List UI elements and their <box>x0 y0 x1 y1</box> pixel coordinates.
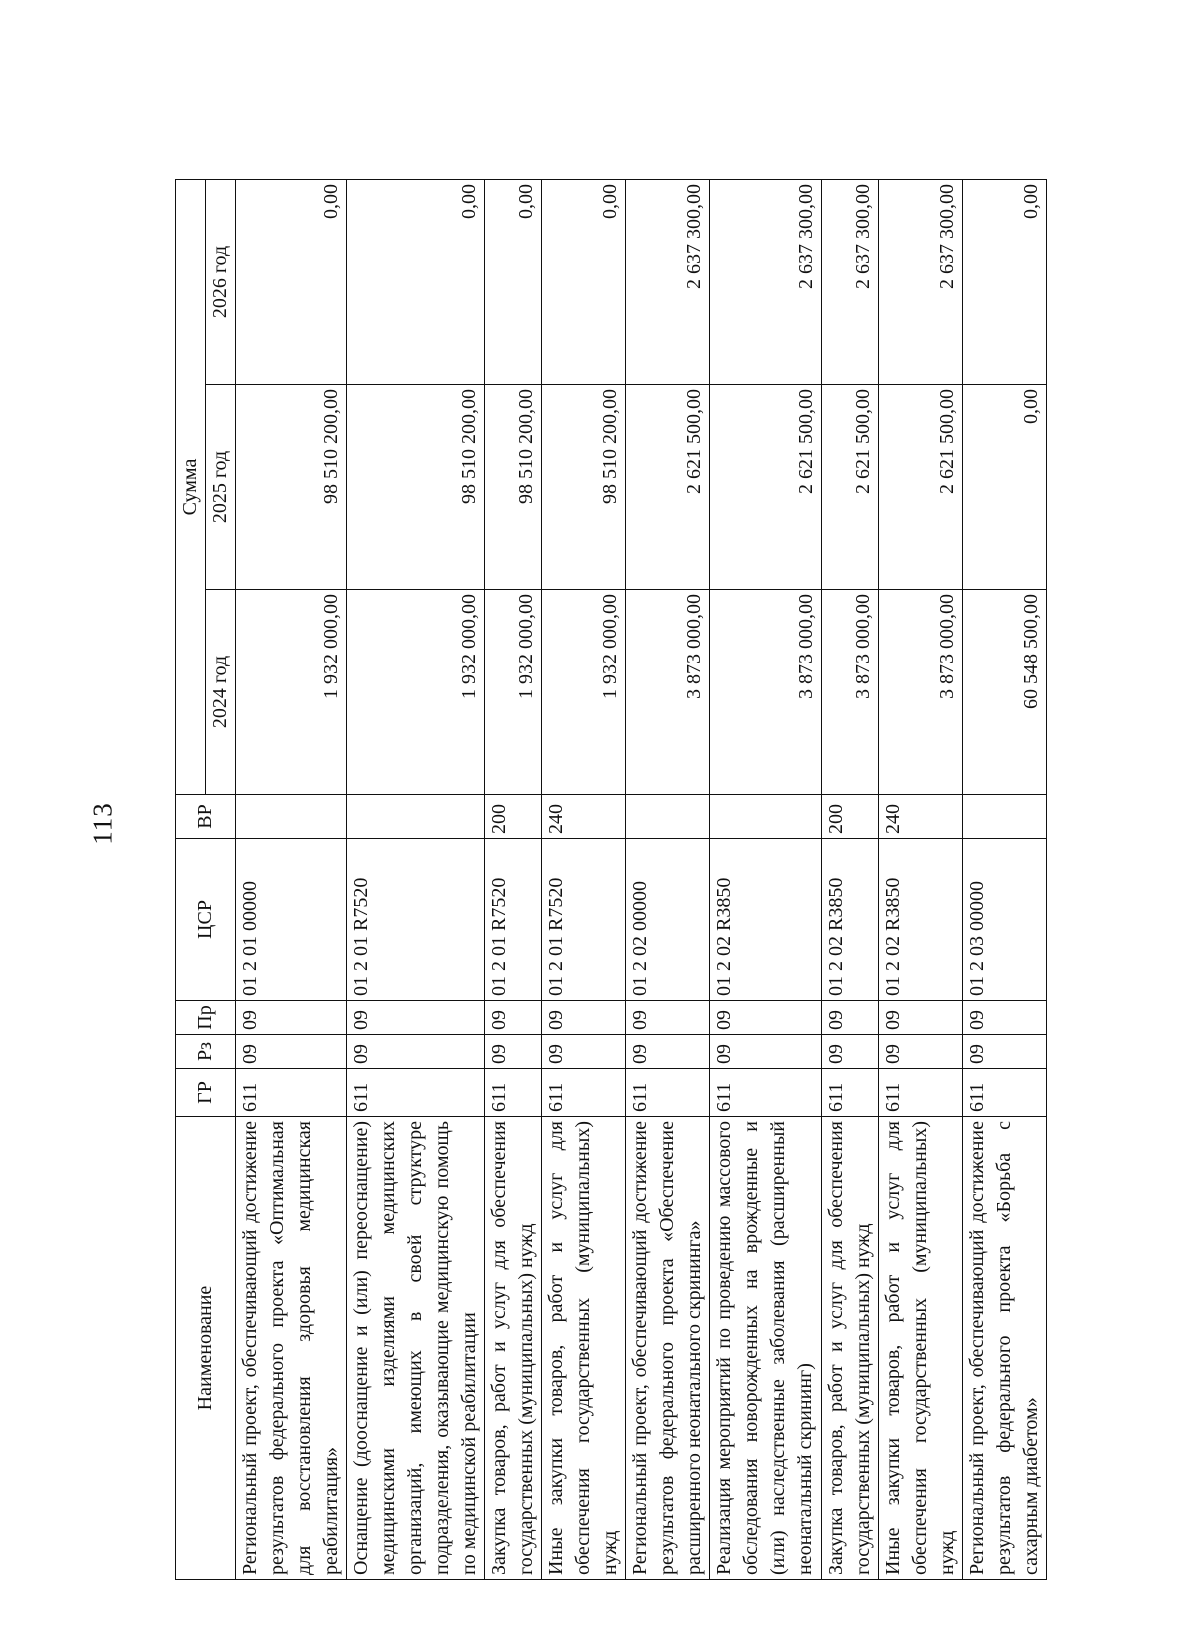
row-amount-2026: 0,00 <box>485 179 542 384</box>
row-gr: 611 <box>236 1069 347 1117</box>
rotated-table-wrapper <box>175 180 1042 1580</box>
row-name: Региональный проект, обеспечивающий достижение результатов федерального проекта «Оптимальная для восстановления здоровья медицинская реабилитация» <box>236 1117 347 1580</box>
header-csr: ЦСР <box>176 839 236 1001</box>
row-pr: 09 <box>485 1001 542 1035</box>
row-csr: 01 2 01 R7520 <box>485 839 542 1001</box>
row-vr: 240 <box>542 795 626 839</box>
row-vr <box>963 795 1047 839</box>
row-vr: 200 <box>822 795 879 839</box>
row-vr <box>626 795 710 839</box>
row-gr: 611 <box>963 1069 1047 1117</box>
row-pr: 09 <box>626 1001 710 1035</box>
table-row <box>485 179 542 1579</box>
row-pr: 09 <box>236 1001 347 1035</box>
row-amount-2024: 1 932 000,00 <box>485 590 542 795</box>
row-gr: 611 <box>485 1069 542 1117</box>
row-amount-2026: 0,00 <box>236 179 347 384</box>
row-pr: 09 <box>347 1001 485 1035</box>
row-amount-2024: 3 873 000,00 <box>822 590 879 795</box>
row-amount-2025: 2 621 500,00 <box>626 385 710 590</box>
row-amount-2024: 3 873 000,00 <box>879 590 963 795</box>
row-amount-2026: 0,00 <box>542 179 626 384</box>
row-rz: 09 <box>347 1035 485 1069</box>
row-rz: 09 <box>485 1035 542 1069</box>
row-rz: 09 <box>963 1035 1047 1069</box>
row-amount-2025: 2 621 500,00 <box>822 385 879 590</box>
row-amount-2026: 2 637 300,00 <box>879 179 963 384</box>
header-rz: Рз <box>176 1035 236 1069</box>
row-amount-2026: 0,00 <box>347 179 485 384</box>
table-row <box>347 179 485 1579</box>
row-pr: 09 <box>710 1001 822 1035</box>
header-2024: 2024 год <box>206 590 236 795</box>
row-csr: 01 2 01 00000 <box>236 839 347 1001</box>
row-amount-2024: 1 932 000,00 <box>542 590 626 795</box>
row-name: Закупка товаров, работ и услуг для обеспечения государственных (муниципальных) нужд <box>485 1117 542 1580</box>
row-amount-2026: 0,00 <box>963 179 1047 384</box>
row-vr <box>236 795 347 839</box>
row-amount-2026: 2 637 300,00 <box>710 179 822 384</box>
header-2026: 2026 год <box>206 179 236 384</box>
table-body <box>236 179 1047 1579</box>
header-2025: 2025 год <box>206 385 236 590</box>
row-csr: 01 2 02 R3850 <box>879 839 963 1001</box>
row-vr <box>347 795 485 839</box>
row-amount-2024: 60 548 500,00 <box>963 590 1047 795</box>
table-row <box>822 179 879 1579</box>
row-amount-2024: 1 932 000,00 <box>347 590 485 795</box>
row-csr: 01 2 02 R3850 <box>822 839 879 1001</box>
row-csr: 01 2 02 R3850 <box>710 839 822 1001</box>
row-rz: 09 <box>542 1035 626 1069</box>
row-gr: 611 <box>542 1069 626 1117</box>
row-csr: 01 2 02 00000 <box>626 839 710 1001</box>
header-sum: Сумма <box>176 179 206 794</box>
header-gr: ГР <box>176 1069 236 1117</box>
row-name: Иные закупки товаров, работ и услуг для обеспечения государственных (муниципальных) нужд <box>542 1117 626 1580</box>
row-gr: 611 <box>347 1069 485 1117</box>
table-row <box>879 179 963 1579</box>
row-rz: 09 <box>710 1035 822 1069</box>
row-amount-2025: 98 510 200,00 <box>236 385 347 590</box>
row-gr: 611 <box>626 1069 710 1117</box>
row-amount-2025: 98 510 200,00 <box>485 385 542 590</box>
row-csr: 01 2 01 R7520 <box>542 839 626 1001</box>
row-amount-2026: 2 637 300,00 <box>626 179 710 384</box>
row-amount-2024: 1 932 000,00 <box>236 590 347 795</box>
table-row <box>963 179 1047 1579</box>
header-pr: Пр <box>176 1001 236 1035</box>
table-row <box>542 179 626 1579</box>
row-rz: 09 <box>822 1035 879 1069</box>
row-rz: 09 <box>236 1035 347 1069</box>
row-rz: 09 <box>626 1035 710 1069</box>
row-amount-2025: 98 510 200,00 <box>347 385 485 590</box>
row-amount-2024: 3 873 000,00 <box>710 590 822 795</box>
row-name: Региональный проект, обеспечивающий достижение результатов федерального проекта «Обеспечение расширенного неонатального скрининга» <box>626 1117 710 1580</box>
row-gr: 611 <box>879 1069 963 1117</box>
row-name: Оснащение (дооснащение и (или) переоснащение) медицинскими изделиями медицинских организаций, имеющих в своей структуре подразделения, оказывающие медицинскую помощь по медицинской реабилитации <box>347 1117 485 1580</box>
row-csr: 01 2 03 00000 <box>963 839 1047 1001</box>
row-pr: 09 <box>963 1001 1047 1035</box>
row-pr: 09 <box>879 1001 963 1035</box>
row-name: Иные закупки товаров, работ и услуг для обеспечения государственных (муниципальных) нужд <box>879 1117 963 1580</box>
table-row <box>626 179 710 1579</box>
row-pr: 09 <box>542 1001 626 1035</box>
row-name: Реализация мероприятий по проведению массового обследования новорожденных на врожденные и (или) наследственные заболевания (расширенный неонатальный скрининг) <box>710 1117 822 1580</box>
budget-table <box>175 179 1047 1580</box>
row-vr: 200 <box>485 795 542 839</box>
row-gr: 611 <box>710 1069 822 1117</box>
row-amount-2025: 0,00 <box>963 385 1047 590</box>
row-amount-2026: 2 637 300,00 <box>822 179 879 384</box>
row-amount-2025: 98 510 200,00 <box>542 385 626 590</box>
header-vr: ВР <box>176 795 236 839</box>
row-rz: 09 <box>879 1035 963 1069</box>
page-number: 113 <box>87 802 118 845</box>
header-name: Наименование <box>176 1117 236 1580</box>
row-amount-2025: 2 621 500,00 <box>710 385 822 590</box>
row-csr: 01 2 01 R7520 <box>347 839 485 1001</box>
row-vr: 240 <box>879 795 963 839</box>
table-row <box>236 179 347 1579</box>
row-amount-2024: 3 873 000,00 <box>626 590 710 795</box>
row-pr: 09 <box>822 1001 879 1035</box>
table-row <box>710 179 822 1579</box>
table-header <box>176 179 236 1579</box>
row-amount-2025: 2 621 500,00 <box>879 385 963 590</box>
row-gr: 611 <box>822 1069 879 1117</box>
row-vr <box>710 795 822 839</box>
row-name: Закупка товаров, работ и услуг для обеспечения государственных (муниципальных) нужд <box>822 1117 879 1580</box>
row-name: Региональный проект, обеспечивающий достижение результатов федерального проекта «Борьба с сахарным диабетом» <box>963 1117 1047 1580</box>
